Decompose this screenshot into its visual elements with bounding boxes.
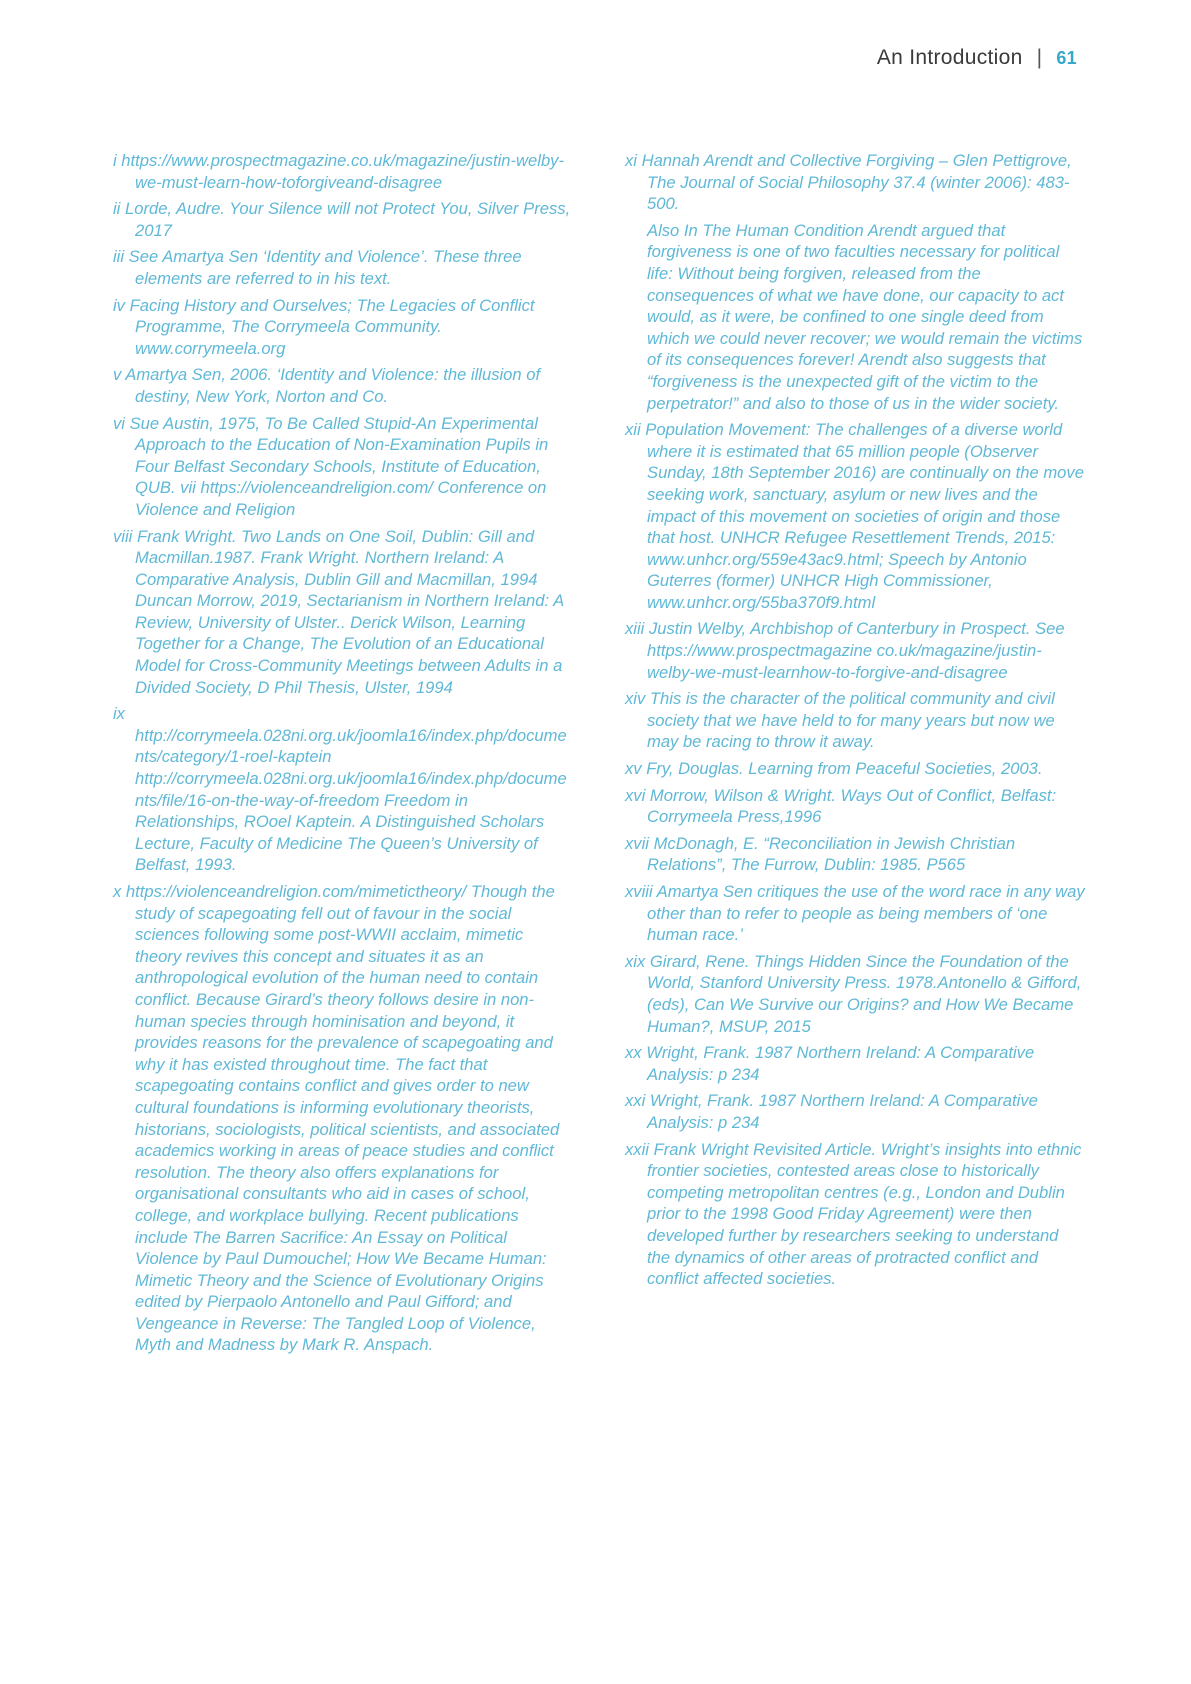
endnote-iii: iii See Amartya Sen ‘Identity and Violence’. These three elements are referred to in his text.: [113, 247, 522, 288]
endnote-viii: viii Frank Wright. Two Lands on One Soil, Dublin: Gill and Macmillan.1987. Frank Wright. Northern Ireland: A Comparative Analysis, Dublin Gill and Macmillan, 1994 Duncan Morrow, 2019, Sectarianism in Northern Ireland: A Review, University of Ulster.. Derick Wilson, Learning Together for a Change, The Evolution of an Educational Model for Cross-Community Meetings between Adults in a Divided Society, D Phil Thesis, Ulster, 1994: [113, 526, 564, 697]
endnotes-right-column: [625, 150, 1085, 1295]
endnote-ix: ix http://corrymeela.028ni.org.uk/joomla16/index.php/documents/category/1-roel-kaptein http://corrymeela.028ni.org.uk/joomla16/index.php/documents/file/16-on-the-way-of-freedom Freedom in Relationships, ROoel Kaptein. A Distinguished Scholars Lecture, Faculty of Medicine The Queen’s University of Belfast, 1993.: [113, 704, 567, 875]
endnote-xxii: xxii Frank Wright Revisited Article. Wright’s insights into ethnic frontier societies, contested areas close to historically competing metropolitan centres (e.g., London and Dublin prior to the 1998 Good Friday Agreement) were then developed further by researchers seeking to understand the dynamics of other areas of protracted conflict and conflict affected societies.: [625, 1139, 1082, 1289]
endnote-xii: xii Population Movement: The challenges of a diverse world where it is estimated that 65 million people (Observer Sunday, 18th September 2016) are continually on the move seeking work, sanctuary, asylum or new lives and the impact of this movement on societies of origin and those that host. UNHCR Refugee Resettlement Trends, 2015: www.unhcr.org/559e43ac9.html; Speech by Antonio Guterres (former) UNHCR High Commissioner, www.unhcr.org/55ba370f9.html: [625, 420, 1084, 612]
page-number: 61: [1056, 47, 1077, 68]
endnote-xi: xi Hannah Arendt and Collective Forgiving – Glen Pettigrove, The Journal of Social Philosophy 37.4 (winter 2006): 483-500.: [625, 151, 1072, 214]
endnote-xv: xv Fry, Douglas. Learning from Peaceful Societies, 2003.: [625, 759, 1043, 779]
endnote-xix: xix Girard, Rene. Things Hidden Since the Foundation of the World, Stanford University Press. 1978.Antonello & Gifford, (eds), Can We Survive our Origins? and How We Became Human?, MSUP, 2015: [625, 951, 1082, 1036]
endnote-ii: ii Lorde, Audre. Your Silence will not Protect You, Silver Press, 2017: [113, 199, 571, 240]
endnote-xiii: xiii Justin Welby, Archbishop of Canterbury in Prospect. See https://www.prospectmagazine co.uk/magazine/justin-welby-we-must-learnhow-to-forgive-and-disagree: [625, 619, 1065, 682]
endnote-xvii: xvii McDonagh, E. “Reconciliation in Jewish Christian Relations”, The Furrow, Dublin: 1985. P565: [625, 833, 1016, 875]
endnote-v: v Amartya Sen, 2006. ‘Identity and Violence: the illusion of destiny, New York, Norton and Co.: [113, 365, 541, 406]
endnote-xi-continuation: Also In The Human Condition Arendt argued that forgiveness is one of two faculties necessary for political life: Without being forgiven, released from the consequences of what we have done, our capacity to act would, as it were, be confined to one single deed from which we could never recover; we would remain the victims of its consequences forever! Arendt also suggests that “forgiveness is the unexpected gift of the victim to the perpetrator!” and also to those of us in the wider society.: [647, 220, 1083, 413]
endnotes-left-column: [113, 150, 573, 1361]
endnote-i: i https://www.prospectmagazine.co.uk/magazine/justin-welby-we-must-learn-how-toforgiveand-disagree: [113, 151, 564, 192]
endnote-x: x https://violenceandreligion.com/mimetictheory/ Though the study of scapegoating fell out of favour in the social sciences following some post-WWII acclaim, mimetic theory revives this concept and situates it as an anthropological evolution of the human need to contain conflict. Because Girard’s theory follows desire in non-human species through hominisation and beyond, it provides reasons for the prevalence of scapegoating and why it has existed throughout time. The fact that scapegoating contains conflict and gives order to new cultural foundations is informing evolutionary theorists, historians, sociologists, political scientists, and associated academics working in areas of peace studies and conflict resolution. The theory also offers explanations for organisational consultants who aid in cases of school, college, and workplace bullying. Recent publications include The Barren Sacrifice: An Essay on Political Violence by Paul Dumouchel; How We Became Human: Mimetic Theory and the Science of Evolutionary Origins edited by Pierpaolo Antonello and Paul Gifford; and Vengeance in Reverse: The Tangled Loop of Violence, Myth and Madness by Mark R. Anspach.: [113, 882, 560, 1355]
endnote-vi-vii: vi Sue Austin, 1975, To Be Called Stupid-An Experimental Approach to the Education of Non-Examination Pupils in Four Belfast Secondary Schools, Institute of Education, QUB. vii https://violenceandreligion.com/ Conference on Violence and Religion: [113, 413, 549, 519]
endnote-iv: iv Facing History and Ourselves; The Legacies of Conflict Programme, The Corrymeela Community. www.corrymeela.org: [113, 295, 535, 358]
endnote-xvi: xvi Morrow, Wilson & Wright. Ways Out of Conflict, Belfast: Corrymeela Press,1996: [625, 785, 1057, 827]
header-title: An Introduction: [876, 46, 1023, 69]
endnote-xx: xx Wright, Frank. 1987 Northern Ireland: A Comparative Analysis: p 234: [625, 1043, 1035, 1084]
endnote-xiv: xiv This is the character of the political community and civil society that we have held to for many years but now we may be racing to throw it away.: [625, 689, 1055, 752]
header-separator: |: [1036, 46, 1043, 69]
endnote-xviii: xviii Amartya Sen critiques the use of the word race in any way other than to refer to people as being members of ‘one human race.’: [625, 882, 1085, 945]
endnote-xxi: xxi Wright, Frank. 1987 Northern Ireland: A Comparative Analysis: p 234: [625, 1091, 1038, 1132]
running-header: [877, 46, 1077, 70]
